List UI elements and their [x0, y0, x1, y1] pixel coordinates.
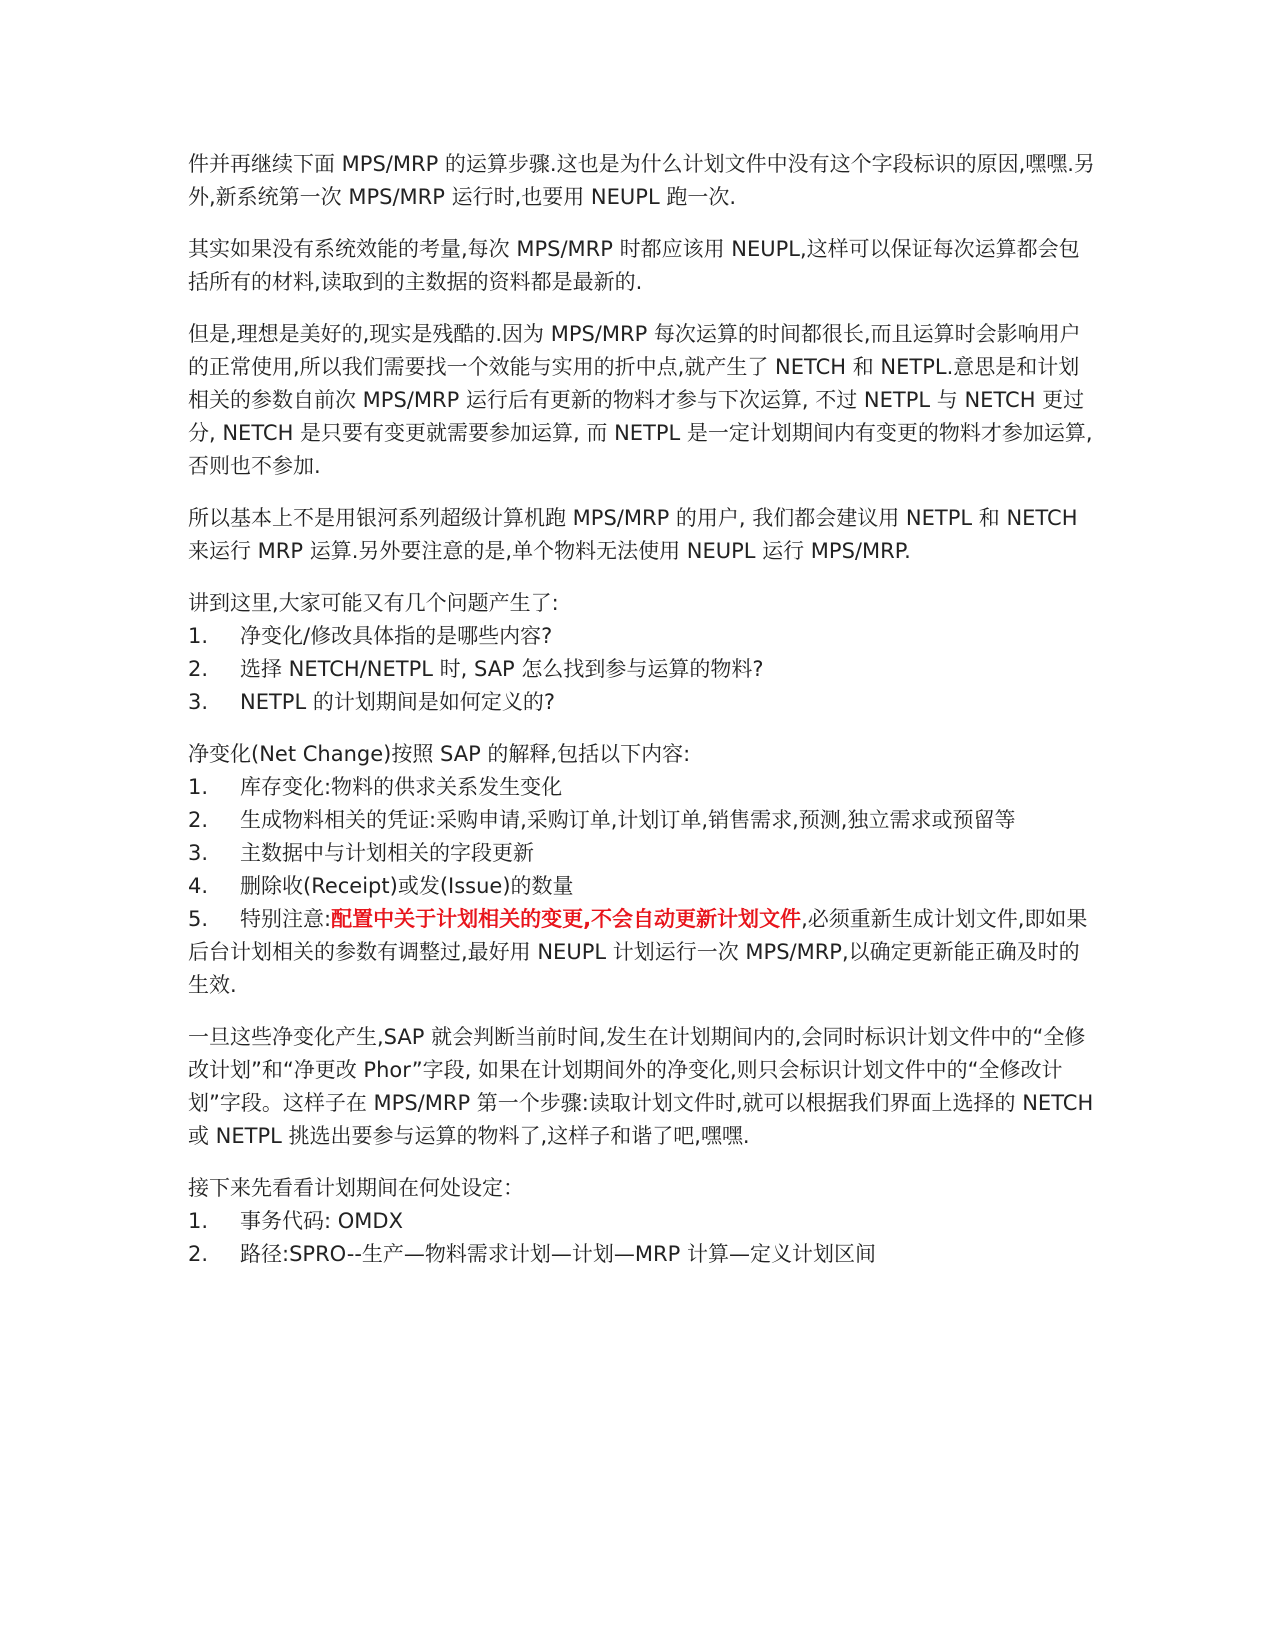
settings-list — [188, 1205, 1095, 1271]
paragraph-net-change-flags: 一旦这些净变化产生,SAP 就会判断当前时间,发生在计划期间内的,会同时标识计划文件中的“全修改计划”和“净更改 Phor”字段, 如果在计划期间外的净变化,则只会标识计划文件中的“全修改计划”字段。这样子在 MPS/MRP 第一个步骤:读取计划文件时,就可以根据我们界面上选择的 NETCH 或 NETPL 挑选出要参与运算的物料了,这样子和谐了吧,嘿嘿. — [188, 1025, 1094, 1148]
note-continuation: 即如果后台计划相关的参数有调整过,最好用 NEUPL 计划运行一次 MPS/MRP,以确定更新能正确及时的生效. — [188, 907, 1088, 997]
list-item — [188, 1238, 1095, 1271]
list-item — [188, 771, 1095, 804]
list-number: 1. — [188, 775, 209, 799]
list-item — [188, 870, 1095, 903]
list-item-text: 库存变化:物料的供求关系发生变化 — [240, 775, 563, 799]
list-number: 1. — [188, 624, 209, 648]
list-item-text: 路径:SPRO--生产—物料需求计划—计划—MRP 计算—定义计划区间 — [240, 1242, 876, 1266]
list-item — [188, 620, 1095, 653]
list-number: 2. — [188, 1242, 209, 1266]
paragraph-neupl-intro: 件并再继续下面 MPS/MRP 的运算步骤.这也是为什么计划文件中没有这个字段标识的原因,嘿嘿.另外,新系统第一次 MPS/MRP 运行时,也要用 NEUPL 跑一次. — [188, 152, 1095, 209]
paragraph-questions-intro: 讲到这里,大家可能又有几个问题产生了: — [188, 591, 559, 615]
list-item — [188, 837, 1095, 870]
list-item-text: 事务代码: OMDX — [240, 1209, 403, 1233]
paragraph-recommendation: 所以基本上不是用银河系列超级计算机跑 MPS/MRP 的用户, 我们都会建议用 NETPL 和 NETCH 来运行 MRP 运算.另外要注意的是,单个物料无法使用 NEUPL 运行 MPS/MRP. — [188, 506, 1078, 563]
list-number: 5. — [188, 907, 209, 931]
paragraph-settings-intro: 接下来先看看计划期间在何处设定： — [188, 1176, 524, 1200]
list-number: 3. — [188, 841, 209, 865]
list-item-special-note — [188, 903, 1095, 1002]
list-item-text: NETPL 的计划期间是如何定义的? — [240, 690, 555, 714]
list-number: 3. — [188, 690, 209, 714]
net-change-list — [188, 771, 1095, 1002]
list-number: 1. — [188, 1209, 209, 1233]
paragraph-netch-netpl: 但是,理想是美好的,现实是残酷的.因为 MPS/MRP 每次运算的时间都很长,而且运算时会影响用户的正常使用,所以我们需要找一个效能与实用的折中点,就产生了 NETCH 和 NETPL.意思是和计划相关的参数自前次 MPS/MRP 运行后有更新的物料才参与下次运算, 不过 NETPL 与 NETCH 更过分, NETCH 是只要有变更就需要参加运算, 而 NETPL 是一定计划期间内有变更的物料才参加运算,否则也不参加. — [188, 322, 1093, 478]
paragraph-net-change-intro: 净变化(Net Change)按照 SAP 的解释,包括以下内容: — [188, 742, 691, 766]
list-item-text: 净变化/修改具体指的是哪些内容? — [240, 624, 553, 648]
list-item-text: 主数据中与计划相关的字段更新 — [240, 841, 534, 865]
list-item — [188, 804, 1095, 837]
list-number: 2. — [188, 657, 209, 681]
note-highlight: 配置中关于计划相关的变更,不会自动更新计划文件 — [331, 907, 802, 931]
list-number: 4. — [188, 874, 209, 898]
questions-list — [188, 620, 1095, 719]
list-item-text: 删除收(Receipt)或发(Issue)的数量 — [240, 874, 574, 898]
list-number: 2. — [188, 808, 209, 832]
list-item-text: 生成物料相关的凭证:采购申请,采购订单,计划订单,销售需求,预测,独立需求或预留等 — [240, 808, 1016, 832]
note-suffix: ,必须重新生成计划文件, — [801, 907, 1025, 931]
list-item — [188, 653, 1095, 686]
list-item — [188, 1205, 1095, 1238]
paragraph-neupl-advantage: 其实如果没有系统效能的考量,每次 MPS/MRP 时都应该用 NEUPL,这样可以保证每次运算都会包括所有的材料,读取到的主数据的资料都是最新的. — [188, 237, 1080, 294]
list-item-text: 选择 NETCH/NETPL 时, SAP 怎么找到参与运算的物料? — [240, 657, 764, 681]
list-item — [188, 686, 1095, 719]
note-prefix: 特别注意: — [240, 907, 332, 931]
